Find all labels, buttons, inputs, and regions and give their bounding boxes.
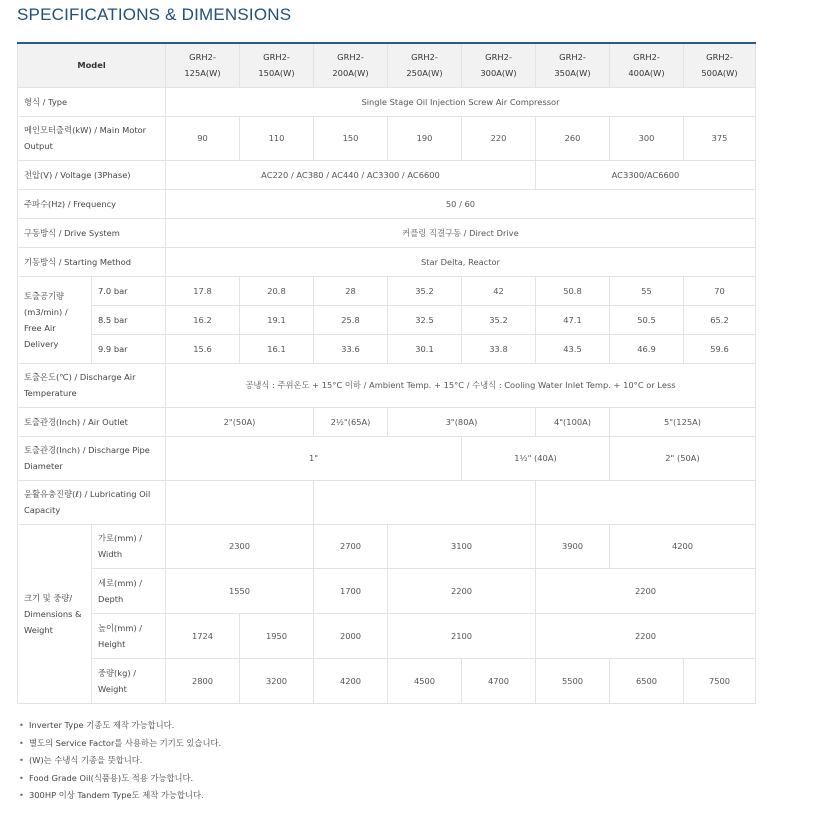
table-cell: 50 / 60	[166, 189, 756, 218]
bullet-icon: •	[19, 790, 24, 801]
table-cell: AC3300/AC6600	[536, 160, 756, 189]
table-cell	[314, 480, 536, 524]
table-cell: 28	[314, 276, 388, 305]
table-header-row	[18, 43, 756, 87]
table-cell: 1½" (40A)	[462, 436, 610, 480]
page-title: SPECIFICATIONS & DIMENSIONS	[17, 5, 292, 24]
note-item: • 별도의 Service Factor를 사용하는 기기도 있습니다.	[19, 735, 221, 753]
table-row	[18, 87, 756, 116]
row-label: 윤활유충진량(ℓ) / Lubricating Oil Capacity	[18, 480, 166, 524]
row-label: 토출온도(℃) / Discharge Air Temperature	[18, 363, 166, 407]
model-header-cell: GRH2- 300A(W)	[462, 43, 536, 87]
table-row	[18, 116, 756, 160]
table-cell: 4"(100A)	[536, 407, 610, 436]
row-label: 메인모터출력(kW) / Main Motor Output	[18, 116, 166, 160]
model-header-cell: GRH2- 250A(W)	[388, 43, 462, 87]
table-cell: 7500	[684, 658, 756, 703]
table-cell: 2100	[388, 613, 536, 658]
table-cell: 46.9	[610, 334, 684, 363]
table-row	[18, 189, 756, 218]
table-cell: 55	[610, 276, 684, 305]
table-cell: 5500	[536, 658, 610, 703]
table-cell: 190	[388, 116, 462, 160]
bullet-icon: •	[19, 772, 24, 783]
table-cell: 35.2	[462, 305, 536, 334]
table-cell: 300	[610, 116, 684, 160]
table-cell: 50.5	[610, 305, 684, 334]
table-cell: 33.8	[462, 334, 536, 363]
table-row	[18, 276, 756, 305]
table-cell: 4700	[462, 658, 536, 703]
table-cell: 2" (50A)	[610, 436, 756, 480]
row-sublabel: 높이(mm) / Height	[92, 613, 166, 658]
table-cell: 1700	[314, 568, 388, 613]
table-cell: 4200	[314, 658, 388, 703]
table-row	[18, 160, 756, 189]
table-cell: 6500	[610, 658, 684, 703]
table-cell: Single Stage Oil Injection Screw Air Compressor	[166, 87, 756, 116]
note-item: • 300HP 이상 Tandem Type도 제작 가능합니다.	[19, 787, 221, 805]
notes-list	[19, 717, 221, 805]
table-cell: 110	[240, 116, 314, 160]
bullet-icon: •	[19, 737, 24, 748]
row-label: 주파수(Hz) / Frequency	[18, 189, 166, 218]
table-cell: 커플링 직결구동 / Direct Drive	[166, 218, 756, 247]
table-cell: 4200	[610, 524, 756, 568]
table-cell: 19.1	[240, 305, 314, 334]
table-cell	[166, 480, 314, 524]
table-cell: 5"(125A)	[610, 407, 756, 436]
model-header-cell: GRH2- 400A(W)	[610, 43, 684, 87]
table-row	[18, 524, 756, 568]
table-cell: 70	[684, 276, 756, 305]
table-cell: 42	[462, 276, 536, 305]
table-cell: 16.1	[240, 334, 314, 363]
table-cell: 2200	[536, 568, 756, 613]
table-cell: 2200	[388, 568, 536, 613]
model-header-cell: GRH2- 150A(W)	[240, 43, 314, 87]
table-cell: 2700	[314, 524, 388, 568]
table-cell: 1950	[240, 613, 314, 658]
table-cell: 35.2	[388, 276, 462, 305]
table-row	[18, 218, 756, 247]
table-cell: 2½"(65A)	[314, 407, 388, 436]
spec-table	[17, 42, 756, 704]
row-sublabel: 8.5 bar	[92, 305, 166, 334]
table-cell: 16.2	[166, 305, 240, 334]
table-cell: 2000	[314, 613, 388, 658]
table-cell: 47.1	[536, 305, 610, 334]
table-cell: 4500	[388, 658, 462, 703]
model-header-cell: GRH2- 500A(W)	[684, 43, 756, 87]
row-label: 토출공기량 (m3/min) / Free Air Delivery	[18, 276, 92, 363]
row-label: 토출관경(Inch) / Discharge Pipe Diameter	[18, 436, 166, 480]
table-cell: 17.8	[166, 276, 240, 305]
table-cell: 2200	[536, 613, 756, 658]
model-header-cell: GRH2- 125A(W)	[166, 43, 240, 87]
bullet-icon: •	[19, 720, 24, 730]
table-row	[18, 305, 756, 334]
row-label: 크기 및 중량/ Dimensions & Weight	[18, 524, 92, 703]
row-label: 토출관경(Inch) / Air Outlet	[18, 407, 166, 436]
table-cell: 3200	[240, 658, 314, 703]
table-cell: 32.5	[388, 305, 462, 334]
table-cell: 43.5	[536, 334, 610, 363]
table-cell: 150	[314, 116, 388, 160]
model-header: Model	[18, 43, 166, 87]
table-cell: 33.6	[314, 334, 388, 363]
row-sublabel: 세로(mm) / Depth	[92, 568, 166, 613]
table-cell: 1724	[166, 613, 240, 658]
table-cell: 220	[462, 116, 536, 160]
table-cell: 375	[684, 116, 756, 160]
table-cell: 90	[166, 116, 240, 160]
table-row	[18, 436, 756, 480]
table-cell: 20.8	[240, 276, 314, 305]
model-header-cell: GRH2- 350A(W)	[536, 43, 610, 87]
row-sublabel: 중량(kg) / Weight	[92, 658, 166, 703]
table-cell: 50.8	[536, 276, 610, 305]
table-row	[18, 613, 756, 658]
table-cell: 25.8	[314, 305, 388, 334]
table-row	[18, 363, 756, 407]
table-cell: 1550	[166, 568, 314, 613]
table-cell: 1"	[166, 436, 462, 480]
table-cell: 2"(50A)	[166, 407, 314, 436]
table-row	[18, 480, 756, 524]
table-cell: 3"(80A)	[388, 407, 536, 436]
table-cell: 15.6	[166, 334, 240, 363]
table-cell: 260	[536, 116, 610, 160]
note-item: • Inverter Type 기종도 제작 가능합니다.	[19, 717, 221, 735]
row-label: 전압(V) / Voltage (3Phase)	[18, 160, 166, 189]
table-cell: 2800	[166, 658, 240, 703]
note-item: • (W)는 수냉식 기종을 뜻합니다.	[19, 752, 221, 770]
row-sublabel: 9.9 bar	[92, 334, 166, 363]
table-cell	[536, 480, 756, 524]
table-cell: 59.6	[684, 334, 756, 363]
table-cell: Star Delta, Reactor	[166, 247, 756, 276]
table-cell: AC220 / AC380 / AC440 / AC3300 / AC6600	[166, 160, 536, 189]
model-header-cell: GRH2- 200A(W)	[314, 43, 388, 87]
note-item: • Food Grade Oil(식품용)도 적용 가능합니다.	[19, 770, 221, 788]
table-cell: 3900	[536, 524, 610, 568]
table-row	[18, 658, 756, 703]
row-label: 형식 / Type	[18, 87, 166, 116]
row-label: 기동방식 / Starting Method	[18, 247, 166, 276]
table-row	[18, 407, 756, 436]
table-cell: 65.2	[684, 305, 756, 334]
table-cell: 3100	[388, 524, 536, 568]
row-sublabel: 가로(mm) / Width	[92, 524, 166, 568]
table-row	[18, 334, 756, 363]
table-row	[18, 247, 756, 276]
table-cell: 2300	[166, 524, 314, 568]
table-row	[18, 568, 756, 613]
row-sublabel: 7.0 bar	[92, 276, 166, 305]
bullet-icon: •	[19, 755, 24, 766]
table-cell: 공냉식 : 주위온도 + 15°C 이하 / Ambient Temp. + 15°C / 수냉식 : Cooling Water Inlet Temp. + 10°C or Less	[166, 363, 756, 407]
table-cell: 30.1	[388, 334, 462, 363]
row-label: 구동방식 / Drive System	[18, 218, 166, 247]
